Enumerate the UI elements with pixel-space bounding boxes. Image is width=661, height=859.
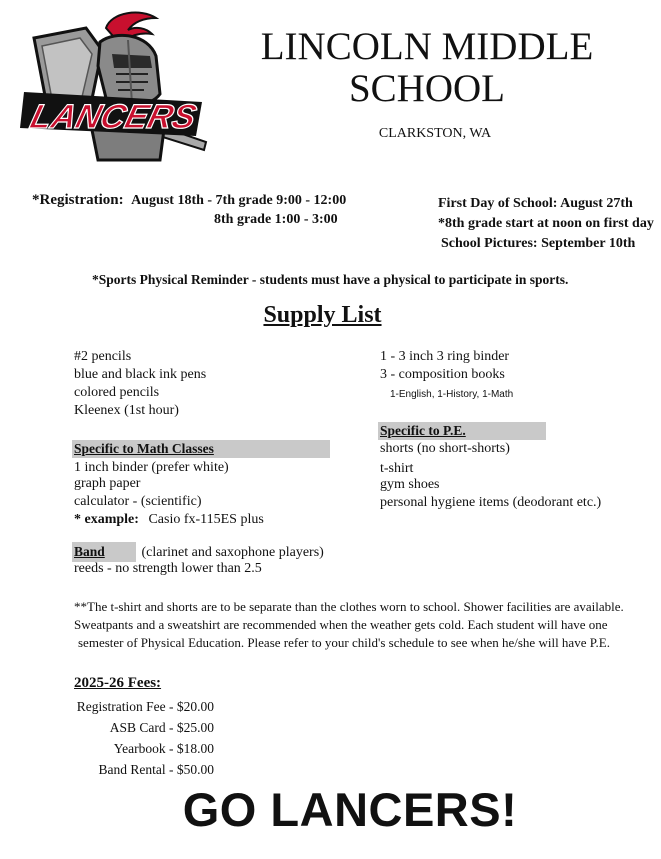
pe-heading: Specific to P.E.	[378, 422, 546, 440]
fee-row	[60, 759, 214, 780]
supply-list-title: Supply List	[263, 302, 382, 328]
list-item: blue and black ink pens	[74, 367, 207, 382]
list-item: graph paper	[74, 476, 141, 491]
fee-label: Yearbook -	[113, 741, 174, 756]
list-item: Kleenex (1st hour)	[74, 403, 179, 418]
school-title	[232, 26, 622, 110]
pe-supplies	[380, 441, 601, 511]
first-day-block	[438, 194, 654, 254]
registration-label: *Registration:	[32, 192, 124, 208]
registration-line1: August 18th - 7th grade 9:00 - 12:00	[131, 193, 347, 208]
pe-note-line: semester of Physical Education. Please refer to your child's schedule to see when he/she will have P.E.	[78, 635, 610, 650]
fees-list	[60, 696, 214, 780]
fee-amount: $20.00	[176, 699, 214, 714]
fee-amount: $25.00	[176, 720, 214, 735]
general-supplies	[74, 348, 206, 420]
registration-block	[32, 192, 346, 209]
band-heading: Band	[72, 542, 136, 562]
fee-label: Registration Fee -	[76, 699, 174, 714]
lancers-knight-logo	[16, 10, 212, 170]
pe-note-line: **The t-shirt and shorts are to be separate than the clothes worn to school. Shower facilities are available.	[74, 599, 624, 614]
calculator-example	[74, 512, 264, 528]
logo-text: LANCERS	[26, 98, 201, 136]
list-item: calculator - (scientific)	[74, 494, 202, 509]
list-item: 1 - 3 inch 3 ring binder	[380, 349, 510, 364]
list-item: 3 - composition books	[380, 367, 505, 382]
list-item: personal hygiene items (deodorant etc.)	[380, 495, 602, 510]
fee-row	[60, 738, 214, 759]
fee-label: ASB Card -	[109, 720, 174, 735]
school-pictures: School Pictures: September 10th	[441, 236, 636, 251]
title-line2: SCHOOL	[348, 67, 506, 110]
list-item: gym shoes	[380, 477, 440, 492]
fee-row	[60, 717, 214, 738]
band-block	[72, 542, 324, 562]
first-day-line: First Day of School: August 27th	[438, 196, 633, 211]
eighth-grade-note: *8th grade start at noon on first day	[438, 216, 654, 231]
go-lancers-slogan: GO LANCERS!	[182, 783, 518, 836]
fee-row	[60, 696, 214, 717]
pe-note-line: Sweatpants and a sweatshirt are recommended when the weather gets cold. Each student will have one	[74, 617, 608, 632]
title-line1: LINCOLN MIDDLE	[260, 25, 594, 68]
composition-note: 1-English, 1-History, 1-Math	[390, 389, 514, 400]
math-supplies	[74, 460, 264, 528]
band-note: (clarinet and saxophone players)	[141, 545, 324, 560]
list-item: shorts (no short-shorts)	[380, 441, 510, 456]
sports-reminder: *Sports Physical Reminder - students must have a physical to participate in sports.	[92, 272, 569, 287]
fees-heading: 2025-26 Fees:	[74, 675, 162, 691]
right-supplies	[380, 348, 509, 384]
fee-label: Band Rental -	[98, 762, 174, 777]
fee-amount: $50.00	[176, 762, 214, 777]
pe-note	[74, 598, 658, 652]
example-value: Casio fx-115ES plus	[148, 512, 264, 527]
list-item: t-shirt	[380, 461, 414, 476]
band-item: reeds - no strength lower than 2.5	[74, 561, 262, 576]
list-item: colored pencils	[74, 385, 160, 400]
list-item: 1 inch binder (prefer white)	[74, 460, 229, 475]
fee-amount: $18.00	[176, 741, 214, 756]
school-location: CLARKSTON, WA	[378, 126, 492, 141]
registration-line2: 8th grade 1:00 - 3:00	[214, 212, 338, 227]
example-label: * example:	[74, 512, 139, 527]
math-heading: Specific to Math Classes	[72, 440, 330, 458]
list-item: #2 pencils	[74, 349, 132, 364]
